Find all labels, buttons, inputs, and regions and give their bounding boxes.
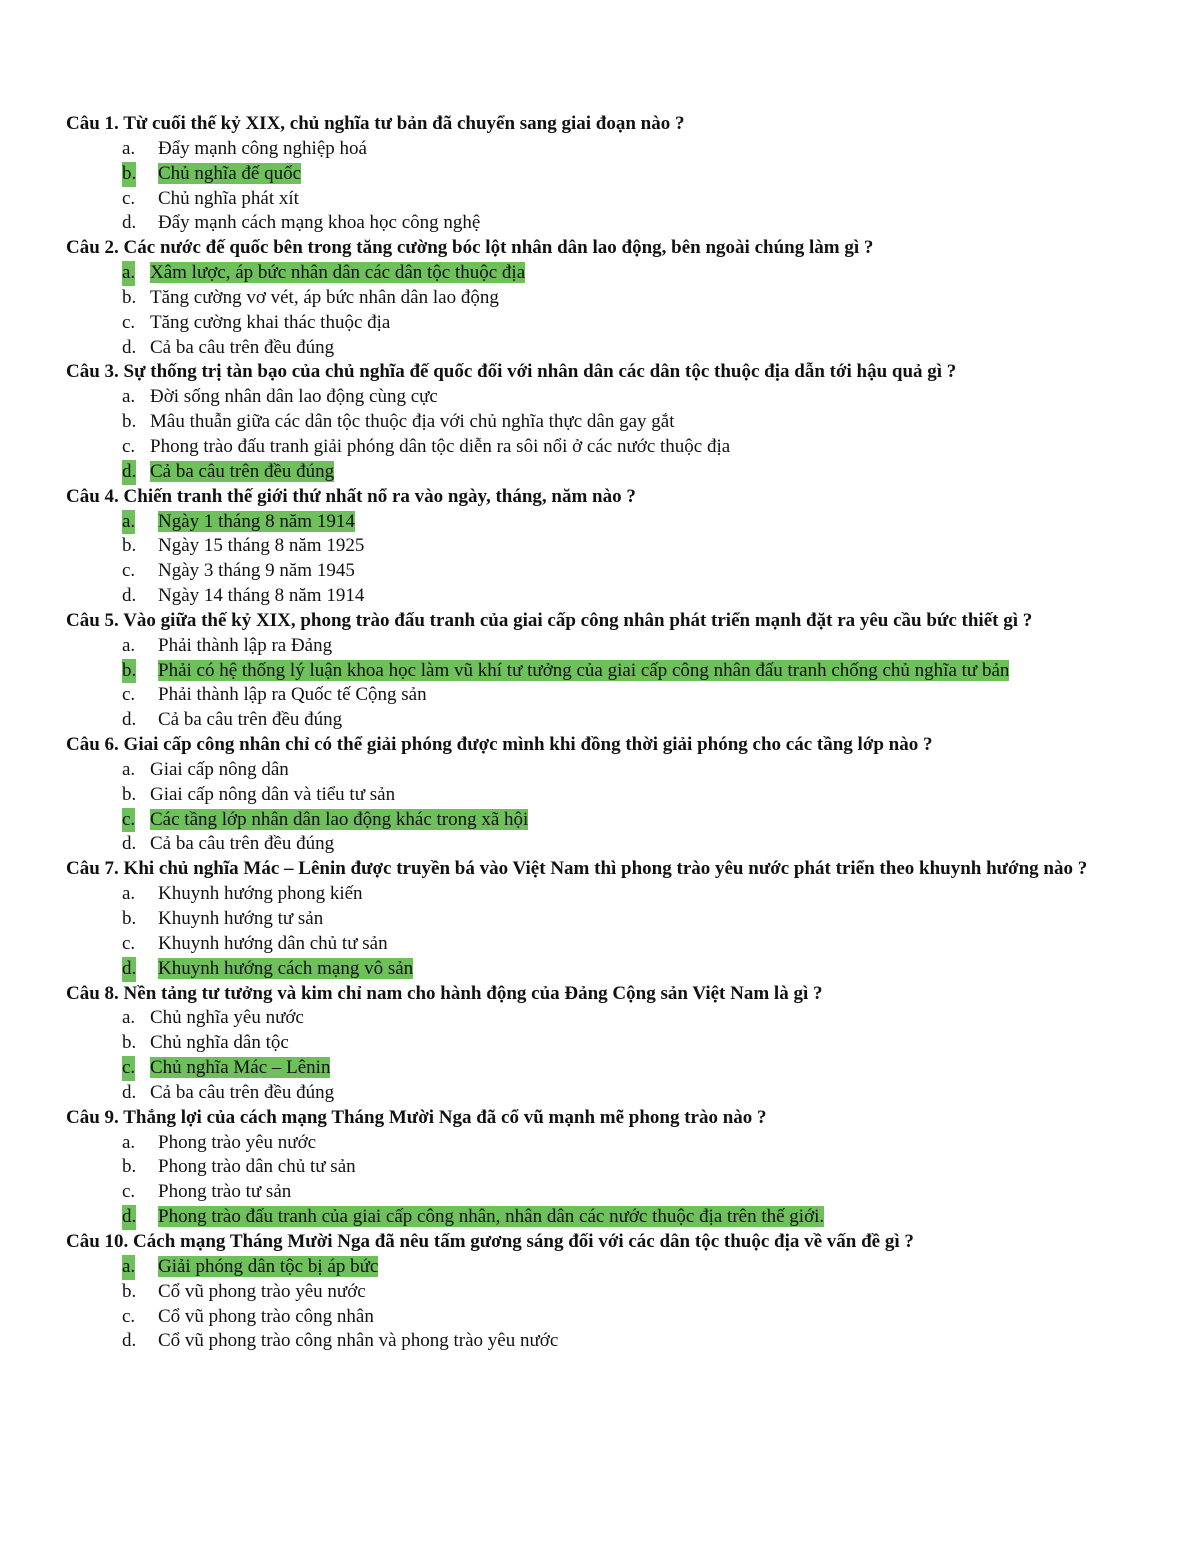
option-b[interactable] bbox=[66, 1031, 1126, 1056]
option-list bbox=[66, 882, 1126, 981]
option-text: Ngày 3 tháng 9 năm 1945 bbox=[158, 560, 355, 582]
option-label: c. bbox=[122, 435, 136, 457]
option-a[interactable] bbox=[66, 882, 1126, 907]
option-label: c. bbox=[122, 684, 136, 706]
question-5 bbox=[66, 609, 1126, 733]
option-c[interactable] bbox=[66, 1180, 1126, 1205]
option-c[interactable] bbox=[66, 435, 1126, 460]
question-6 bbox=[66, 733, 1126, 857]
question-text bbox=[66, 982, 1126, 1007]
option-text: Cả ba câu trên đều đúng bbox=[150, 833, 335, 855]
question-7 bbox=[66, 857, 1126, 981]
option-text: Chủ nghĩa dân tộc bbox=[150, 1032, 289, 1054]
question-number: Câu 8. bbox=[66, 982, 119, 1004]
option-b[interactable] bbox=[66, 534, 1126, 559]
option-label: a. bbox=[122, 386, 136, 408]
option-a-correct[interactable] bbox=[66, 510, 1126, 535]
option-text: Các tầng lớp nhân dân lao động khác trong xã hội bbox=[150, 808, 529, 830]
question-text bbox=[66, 609, 1126, 634]
question-number: Câu 4. bbox=[66, 485, 119, 507]
option-label: b. bbox=[122, 908, 137, 929]
option-text: Giai cấp nông dân và tiểu tư sản bbox=[150, 783, 396, 805]
question-4 bbox=[66, 485, 1126, 609]
option-label: a. bbox=[122, 510, 135, 535]
option-c[interactable] bbox=[66, 311, 1126, 336]
option-label: c. bbox=[122, 1056, 135, 1081]
option-text: Cả ba câu trên đều đúng bbox=[150, 460, 335, 482]
question-number: Câu 2. bbox=[66, 237, 119, 259]
option-label: c. bbox=[122, 560, 136, 582]
option-label: d. bbox=[122, 212, 137, 234]
option-label: a. bbox=[122, 137, 136, 159]
option-label: d. bbox=[122, 833, 137, 855]
option-label: a. bbox=[122, 261, 135, 286]
question-number: Câu 6. bbox=[66, 734, 119, 756]
option-label: d. bbox=[122, 585, 137, 607]
option-text: Khuynh hướng cách mạng vô sản bbox=[158, 957, 414, 979]
option-text: Phải có hệ thống lý luận khoa học làm vũ khí tư tưởng của giai cấp công nhân đấu tranh chống chủ nghĩa tư bản bbox=[158, 659, 1010, 681]
question-text bbox=[66, 236, 1126, 261]
option-c[interactable] bbox=[66, 932, 1126, 957]
option-text: Cổ vũ phong trào yêu nước bbox=[158, 1280, 366, 1302]
option-text: Chủ nghĩa Mác – Lênin bbox=[150, 1057, 331, 1079]
option-label: c. bbox=[122, 808, 135, 833]
option-b[interactable] bbox=[66, 907, 1126, 932]
question-stem: Thắng lợi của cách mạng Tháng Mười Nga đã cổ vũ mạnh mẽ phong trào nào ? bbox=[118, 1106, 767, 1128]
option-text: Phải thành lập ra Đảng bbox=[158, 634, 333, 656]
question-stem: Vào giữa thế kỷ XIX, phong trào đấu tranh của giai cấp công nhân phát triển mạnh đặt ra yêu cầu bức thiết gì ? bbox=[118, 609, 1033, 631]
option-c-correct[interactable] bbox=[66, 808, 1126, 833]
option-label: d. bbox=[122, 709, 137, 731]
option-text: Phong trào đấu tranh của giai cấp công nhân, nhân dân các nước thuộc địa trên thế giới. bbox=[158, 1206, 825, 1228]
option-label: c. bbox=[122, 1305, 136, 1327]
option-label: d. bbox=[122, 460, 136, 485]
option-d[interactable] bbox=[66, 1081, 1126, 1106]
option-text: Phong trào yêu nước bbox=[158, 1131, 317, 1153]
option-label: a. bbox=[122, 634, 136, 656]
option-label: a. bbox=[122, 1131, 136, 1153]
option-text: Phong trào đấu tranh giải phóng dân tộc diễn ra sôi nổi ở các nước thuộc địa bbox=[150, 435, 731, 457]
option-a-correct[interactable] bbox=[66, 261, 1126, 286]
option-list bbox=[66, 1006, 1126, 1105]
option-b-correct[interactable] bbox=[66, 162, 1126, 187]
question-stem: Nền tảng tư tưởng và kim chỉ nam cho hành động của Đảng Cộng sản Việt Nam là gì ? bbox=[118, 982, 823, 1004]
option-d-correct[interactable] bbox=[66, 957, 1126, 982]
option-label: d. bbox=[122, 1330, 137, 1352]
option-c[interactable] bbox=[66, 683, 1126, 708]
option-label: b. bbox=[122, 162, 136, 187]
option-label: b. bbox=[122, 659, 136, 684]
option-label: b. bbox=[122, 783, 137, 805]
option-text: Cổ vũ phong trào công nhân và phong trào yêu nước bbox=[158, 1330, 559, 1352]
option-d[interactable] bbox=[66, 336, 1126, 361]
option-text: Chủ nghĩa yêu nước bbox=[150, 1007, 304, 1029]
option-d-correct[interactable] bbox=[66, 1205, 1126, 1230]
option-d-correct[interactable] bbox=[66, 460, 1126, 485]
option-text: Mâu thuẫn giữa các dân tộc thuộc địa với chủ nghĩa thực dân gay gắt bbox=[150, 411, 675, 433]
option-label: b. bbox=[122, 411, 137, 433]
option-text: Tăng cường khai thác thuộc địa bbox=[150, 311, 391, 333]
question-number: Câu 9. bbox=[66, 1106, 119, 1128]
option-text: Cổ vũ phong trào công nhân bbox=[158, 1305, 374, 1327]
option-c[interactable] bbox=[66, 559, 1126, 584]
option-text: Khuynh hướng phong kiến bbox=[158, 883, 363, 905]
option-label: b. bbox=[122, 535, 137, 557]
option-text: Đời sống nhân dân lao động cùng cực bbox=[150, 386, 438, 408]
option-list bbox=[66, 634, 1126, 733]
question-1 bbox=[66, 112, 1126, 236]
option-list bbox=[66, 510, 1126, 609]
question-stem: Khi chủ nghĩa Mác – Lênin được truyền bá vào Việt Nam thì phong trào yêu nước phát triển theo khuynh hướng nào ? bbox=[118, 858, 1088, 880]
option-list bbox=[66, 758, 1126, 857]
question-text bbox=[66, 733, 1126, 758]
option-text: Khuynh hướng tư sản bbox=[158, 908, 324, 929]
option-a-correct[interactable] bbox=[66, 1255, 1126, 1280]
option-list bbox=[66, 137, 1126, 236]
option-d[interactable] bbox=[66, 1329, 1126, 1354]
option-text: Đẩy mạnh công nghiệp hoá bbox=[158, 137, 367, 159]
option-b[interactable] bbox=[66, 1280, 1126, 1305]
option-label: b. bbox=[122, 1156, 137, 1178]
option-label: a. bbox=[122, 758, 136, 780]
option-label: d. bbox=[122, 1205, 136, 1230]
question-number: Câu 7. bbox=[66, 858, 119, 880]
option-b[interactable] bbox=[66, 286, 1126, 311]
question-stem: Cách mạng Tháng Mười Nga đã nêu tấm gương sáng đối với các dân tộc thuộc địa về vấn đề gì ? bbox=[128, 1230, 914, 1252]
question-stem: Sự thống trị tàn bạo của chủ nghĩa đế quốc đối với nhân dân các dân tộc thuộc địa dẫn tới hậu quả gì ? bbox=[118, 361, 957, 383]
question-number: Câu 3. bbox=[66, 361, 119, 383]
question-number: Câu 10. bbox=[66, 1230, 129, 1252]
option-b-correct[interactable] bbox=[66, 659, 1126, 684]
question-number: Câu 5. bbox=[66, 609, 119, 631]
option-text: Phong trào tư sản bbox=[158, 1181, 292, 1203]
option-label: d. bbox=[122, 1081, 137, 1103]
option-c-correct[interactable] bbox=[66, 1056, 1126, 1081]
option-text: Ngày 14 tháng 8 năm 1914 bbox=[158, 585, 365, 607]
question-3 bbox=[66, 360, 1126, 484]
option-text: Tăng cường vơ vét, áp bức nhân dân lao động bbox=[150, 286, 499, 308]
option-label: c. bbox=[122, 932, 136, 954]
option-label: a. bbox=[122, 1007, 136, 1029]
option-label: d. bbox=[122, 336, 137, 358]
question-2 bbox=[66, 236, 1126, 360]
option-b[interactable] bbox=[66, 783, 1126, 808]
option-d[interactable] bbox=[66, 584, 1126, 609]
option-text: Đẩy mạnh cách mạng khoa học công nghệ bbox=[158, 212, 481, 234]
option-d[interactable] bbox=[66, 211, 1126, 236]
option-text: Cả ba câu trên đều đúng bbox=[158, 709, 343, 731]
question-text bbox=[66, 1230, 1126, 1255]
option-a[interactable] bbox=[66, 385, 1126, 410]
option-b[interactable] bbox=[66, 1155, 1126, 1180]
option-label: b. bbox=[122, 1032, 137, 1054]
question-stem: Từ cuối thế kỷ XIX, chủ nghĩa tư bản đã chuyển sang giai đoạn nào ? bbox=[118, 113, 685, 134]
question-text bbox=[66, 485, 1126, 510]
option-text: Ngày 15 tháng 8 năm 1925 bbox=[158, 535, 365, 557]
option-text: Cả ba câu trên đều đúng bbox=[150, 1081, 335, 1103]
option-a[interactable] bbox=[66, 1131, 1126, 1156]
option-list bbox=[66, 1131, 1126, 1230]
option-text: Cả ba câu trên đều đúng bbox=[150, 336, 335, 358]
question-text bbox=[66, 1106, 1126, 1131]
option-d[interactable] bbox=[66, 708, 1126, 733]
option-a[interactable] bbox=[66, 758, 1126, 783]
option-text: Chủ nghĩa phát xít bbox=[158, 187, 299, 209]
option-text: Giải phóng dân tộc bị áp bức bbox=[158, 1255, 379, 1277]
question-9 bbox=[66, 1106, 1126, 1230]
option-a[interactable] bbox=[66, 634, 1126, 659]
question-text bbox=[66, 857, 1126, 882]
option-text: Chủ nghĩa đế quốc bbox=[158, 162, 302, 184]
question-text bbox=[66, 360, 1126, 385]
option-c[interactable] bbox=[66, 187, 1126, 212]
question-text bbox=[66, 112, 1126, 137]
question-10 bbox=[66, 1230, 1126, 1354]
option-d[interactable] bbox=[66, 832, 1126, 857]
option-text: Ngày 1 tháng 8 năm 1914 bbox=[158, 510, 355, 532]
option-text: Phải thành lập ra Quốc tế Cộng sản bbox=[158, 684, 427, 706]
option-label: c. bbox=[122, 1181, 136, 1203]
question-number: Câu 1. bbox=[66, 113, 119, 134]
option-list bbox=[66, 261, 1126, 360]
option-label: c. bbox=[122, 311, 136, 333]
question-stem: Các nước đế quốc bên trong tăng cường bóc lột nhân dân lao động, bên ngoài chúng làm gì ? bbox=[118, 237, 874, 259]
option-text: Xâm lược, áp bức nhân dân các dân tộc thuộc địa bbox=[150, 262, 526, 284]
question-stem: Giai cấp công nhân chỉ có thể giải phóng được mình khi đồng thời giải phóng cho các tầng lớp nào ? bbox=[118, 734, 933, 756]
option-label: c. bbox=[122, 187, 136, 209]
option-list bbox=[66, 385, 1126, 484]
option-text: Phong trào dân chủ tư sản bbox=[158, 1156, 356, 1178]
option-label: b. bbox=[122, 1280, 137, 1302]
option-label: d. bbox=[122, 957, 136, 982]
option-c[interactable] bbox=[66, 1305, 1126, 1330]
option-a[interactable] bbox=[66, 1006, 1126, 1031]
option-label: a. bbox=[122, 1255, 135, 1280]
option-b[interactable] bbox=[66, 410, 1126, 435]
option-label: a. bbox=[122, 883, 136, 905]
document-body bbox=[66, 112, 1126, 1354]
question-8 bbox=[66, 982, 1126, 1106]
option-text: Giai cấp nông dân bbox=[150, 758, 289, 780]
option-label: b. bbox=[122, 286, 137, 308]
option-a[interactable] bbox=[66, 137, 1126, 162]
option-list bbox=[66, 1255, 1126, 1354]
question-stem: Chiến tranh thế giới thứ nhất nổ ra vào ngày, tháng, năm nào ? bbox=[118, 485, 636, 507]
option-text: Khuynh hướng dân chủ tư sản bbox=[158, 932, 388, 954]
